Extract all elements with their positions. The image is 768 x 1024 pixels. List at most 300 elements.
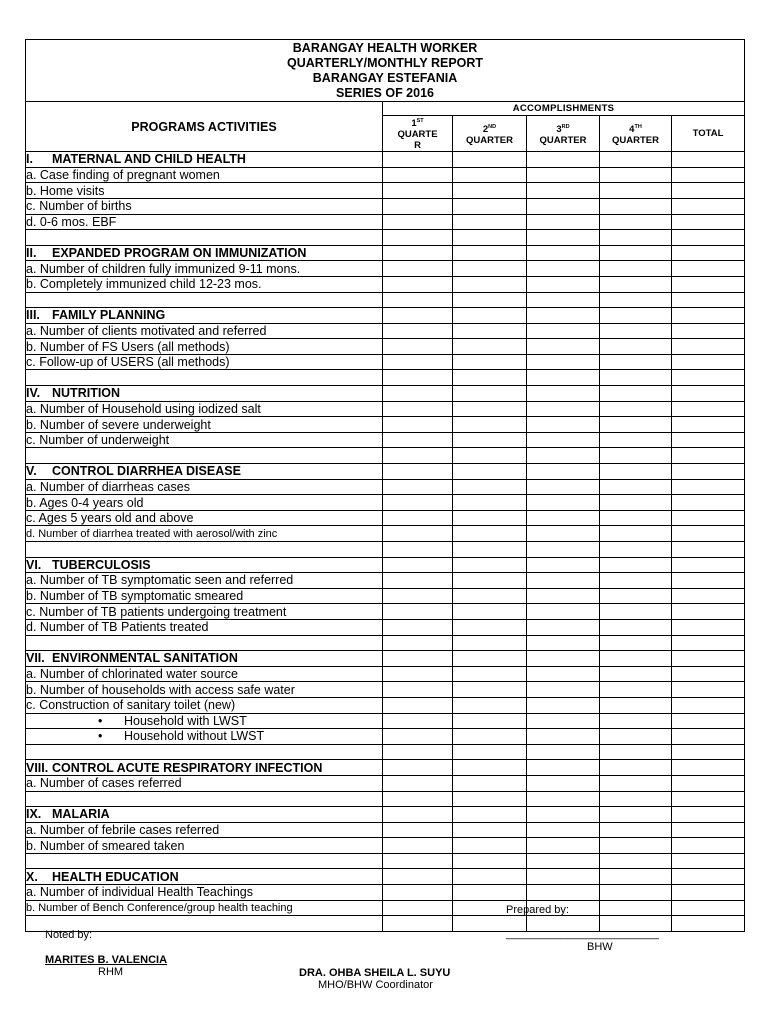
entry-cell[interactable] [672,370,745,386]
activity-label: a. Case finding of pregnant women [26,167,383,183]
entry-cell[interactable] [600,900,672,916]
entry-cell[interactable] [453,401,527,417]
entry-cell[interactable] [453,495,527,511]
entry-cell[interactable] [527,869,600,885]
entry-cell[interactable] [527,448,600,464]
entry-cell[interactable] [672,619,745,635]
activity-row [26,167,745,183]
entry-cell[interactable] [527,542,600,558]
entry-cell[interactable] [383,588,453,604]
entry-cell[interactable] [600,619,672,635]
entry-cell[interactable] [527,838,600,854]
entry-cell[interactable] [383,791,453,807]
entry-cell[interactable] [383,276,453,292]
activity-row [26,276,745,292]
entry-cell[interactable] [453,276,527,292]
entry-cell[interactable] [527,697,600,713]
entry-cell[interactable] [600,729,672,745]
entry-cell[interactable] [600,261,672,277]
entry-cell[interactable] [527,401,600,417]
entry-cell[interactable] [453,619,527,635]
entry-cell[interactable] [453,308,527,324]
bullet-row [26,729,745,745]
entry-cell[interactable] [527,557,600,573]
entry-cell[interactable] [383,853,453,869]
entry-cell[interactable] [600,323,672,339]
entry-cell[interactable] [600,869,672,885]
header-line-1: BARANGAY HEALTH WORKER [292,41,478,55]
entry-cell[interactable] [600,697,672,713]
entry-cell[interactable] [600,479,672,495]
entry-cell[interactable] [527,339,600,355]
entry-cell[interactable] [672,354,745,370]
entry-cell[interactable] [453,604,527,620]
entry-cell[interactable] [600,308,672,324]
entry-cell[interactable] [672,401,745,417]
entry-cell[interactable] [527,167,600,183]
coordinator-name: DRA. OHBA SHEILA L. SUYU [299,967,451,979]
prepared-by-label: Prepared by: [506,904,569,916]
entry-cell[interactable] [383,526,453,542]
entry-cell[interactable] [600,651,672,667]
entry-cell[interactable] [600,230,672,246]
entry-cell[interactable] [383,432,453,448]
entry-cell[interactable] [672,198,745,214]
entry-cell[interactable] [672,744,745,760]
section-row [26,557,745,573]
entry-cell[interactable] [453,682,527,698]
entry-cell[interactable] [527,354,600,370]
entry-cell[interactable] [672,666,745,682]
entry-cell[interactable] [383,916,453,932]
section-title: III. FAMILY PLANNING [26,308,383,324]
entry-cell[interactable] [672,479,745,495]
entry-cell[interactable] [527,822,600,838]
activity-row [26,323,745,339]
entry-cell[interactable] [383,464,453,480]
entry-cell[interactable] [600,744,672,760]
entry-cell[interactable] [383,292,453,308]
entry-cell[interactable] [453,323,527,339]
entry-cell[interactable] [383,713,453,729]
activity-label: c. Number of TB patients undergoing treatment [26,604,383,620]
entry-cell[interactable] [453,713,527,729]
entry-cell[interactable] [383,308,453,324]
coordinator-title: MHO/BHW Coordinator [318,979,433,991]
entry-cell[interactable] [453,386,527,402]
section-title: VII. ENVIRONMENTAL SANITATION [26,651,383,667]
entry-cell[interactable] [672,495,745,511]
entry-cell[interactable] [453,261,527,277]
activity-row [26,775,745,791]
entry-cell[interactable] [672,916,745,932]
entry-cell[interactable] [527,495,600,511]
entry-cell[interactable] [600,417,672,433]
entry-cell[interactable] [600,682,672,698]
section-row [26,308,745,324]
entry-cell[interactable] [383,401,453,417]
entry-cell[interactable] [453,651,527,667]
entry-cell[interactable] [600,526,672,542]
entry-cell[interactable] [600,775,672,791]
section-title: IV. NUTRITION [26,386,383,402]
entry-cell[interactable] [383,510,453,526]
entry-cell[interactable] [600,276,672,292]
entry-cell[interactable] [453,479,527,495]
entry-cell[interactable] [383,417,453,433]
entry-cell[interactable] [600,713,672,729]
entry-cell[interactable] [453,588,527,604]
entry-cell[interactable] [600,885,672,901]
entry-cell[interactable] [383,214,453,230]
entry-cell[interactable] [672,214,745,230]
entry-cell[interactable] [453,245,527,261]
entry-cell[interactable] [383,619,453,635]
entry-cell[interactable] [527,744,600,760]
entry-cell[interactable] [672,230,745,246]
entry-cell[interactable] [383,370,453,386]
entry-cell[interactable] [527,230,600,246]
entry-cell[interactable] [383,682,453,698]
entry-cell[interactable] [453,760,527,776]
activity-label: b. Number of FS Users (all methods) [26,339,383,355]
entry-cell[interactable] [527,775,600,791]
entry-cell[interactable] [672,838,745,854]
entry-cell[interactable] [600,542,672,558]
section-row [26,869,745,885]
entry-cell[interactable] [600,822,672,838]
entry-cell[interactable] [672,557,745,573]
entry-cell[interactable] [453,183,527,199]
entry-cell[interactable] [453,807,527,823]
entry-cell[interactable] [453,869,527,885]
entry-cell[interactable] [600,245,672,261]
entry-cell[interactable] [527,853,600,869]
entry-cell[interactable] [453,448,527,464]
blank-cell [26,791,383,807]
entry-cell[interactable] [672,869,745,885]
entry-cell[interactable] [453,775,527,791]
activity-label: a. Number of febrile cases referred [26,822,383,838]
entry-cell[interactable] [453,666,527,682]
bhw-label: BHW [587,941,613,953]
entry-cell[interactable] [453,510,527,526]
entry-cell[interactable] [383,744,453,760]
entry-cell[interactable] [383,885,453,901]
entry-cell[interactable] [383,573,453,589]
entry-cell[interactable] [527,214,600,230]
entry-cell[interactable] [453,292,527,308]
entry-cell[interactable] [672,417,745,433]
entry-cell[interactable] [527,729,600,745]
entry-cell[interactable] [672,885,745,901]
blank-cell [26,230,383,246]
entry-cell[interactable] [527,588,600,604]
entry-cell[interactable] [453,729,527,745]
entry-cell[interactable] [453,822,527,838]
entry-cell[interactable] [383,822,453,838]
entry-cell[interactable] [383,183,453,199]
entry-cell[interactable] [672,588,745,604]
entry-cell[interactable] [672,760,745,776]
blank-cell [26,744,383,760]
activity-row [26,573,745,589]
entry-cell[interactable] [527,573,600,589]
section-row [26,464,745,480]
entry-cell[interactable] [527,666,600,682]
entry-cell[interactable] [453,573,527,589]
entry-cell[interactable] [672,682,745,698]
activity-row [26,495,745,511]
rhm-title: RHM [98,966,124,978]
activity-row [26,588,745,604]
entry-cell[interactable] [527,760,600,776]
blank-row [26,230,745,246]
entry-cell[interactable] [600,791,672,807]
entry-cell[interactable] [527,152,600,168]
entry-cell[interactable] [527,635,600,651]
entry-cell[interactable] [383,152,453,168]
entry-cell[interactable] [672,542,745,558]
entry-cell[interactable] [600,448,672,464]
entry-cell[interactable] [383,198,453,214]
entry-cell[interactable] [383,838,453,854]
entry-cell[interactable] [527,464,600,480]
entry-cell[interactable] [453,167,527,183]
entry-cell[interactable] [600,588,672,604]
entry-cell[interactable] [527,245,600,261]
entry-cell[interactable] [383,760,453,776]
entry-cell[interactable] [600,838,672,854]
entry-cell[interactable] [672,245,745,261]
entry-cell[interactable] [600,760,672,776]
entry-cell[interactable] [600,666,672,682]
entry-cell[interactable] [600,604,672,620]
entry-cell[interactable] [527,807,600,823]
entry-cell[interactable] [600,167,672,183]
entry-cell[interactable] [453,152,527,168]
entry-cell[interactable] [672,448,745,464]
accomplishments-header: ACCOMPLISHMENTS [383,102,745,116]
entry-cell[interactable] [383,245,453,261]
entry-cell[interactable] [527,885,600,901]
entry-cell[interactable] [383,604,453,620]
entry-cell[interactable] [600,198,672,214]
section-row [26,760,745,776]
entry-cell[interactable] [453,885,527,901]
entry-cell[interactable] [600,807,672,823]
entry-cell[interactable] [383,386,453,402]
entry-cell[interactable] [383,557,453,573]
entry-cell[interactable] [600,401,672,417]
activity-row [26,479,745,495]
entry-cell[interactable] [453,635,527,651]
blank-cell [26,853,383,869]
entry-cell[interactable] [383,495,453,511]
entry-cell[interactable] [527,791,600,807]
entry-cell[interactable] [453,853,527,869]
entry-cell[interactable] [672,386,745,402]
report-header [26,40,745,102]
activity-row [26,198,745,214]
entry-cell[interactable] [527,198,600,214]
entry-cell[interactable] [672,432,745,448]
activity-row [26,682,745,698]
entry-cell[interactable] [527,619,600,635]
entry-cell[interactable] [453,557,527,573]
q3-header: 3RD QUARTER [527,116,600,152]
entry-cell[interactable] [672,853,745,869]
entry-cell[interactable] [672,464,745,480]
activity-row [26,619,745,635]
entry-cell[interactable] [383,635,453,651]
entry-cell[interactable] [453,464,527,480]
entry-cell[interactable] [527,292,600,308]
entry-cell[interactable] [383,261,453,277]
entry-cell[interactable] [383,900,453,916]
entry-cell[interactable] [453,542,527,558]
entry-cell[interactable] [672,510,745,526]
activity-label: d. 0-6 mos. EBF [26,214,383,230]
entry-cell[interactable] [672,308,745,324]
entry-cell[interactable] [600,183,672,199]
entry-cell[interactable] [600,635,672,651]
entry-cell[interactable] [600,464,672,480]
entry-cell[interactable] [453,744,527,760]
entry-cell[interactable] [672,775,745,791]
section-title: VIII. CONTROL ACUTE RESPIRATORY INFECTION [26,760,383,776]
bullet-icon: • [98,713,103,728]
entry-cell[interactable] [383,729,453,745]
entry-cell[interactable] [600,386,672,402]
entry-cell[interactable] [383,167,453,183]
entry-cell[interactable] [383,666,453,682]
entry-cell[interactable] [383,775,453,791]
entry-cell[interactable] [672,339,745,355]
entry-cell[interactable] [527,183,600,199]
entry-cell[interactable] [527,510,600,526]
entry-cell[interactable] [383,542,453,558]
entry-cell[interactable] [527,323,600,339]
activity-row [26,261,745,277]
entry-cell[interactable] [453,198,527,214]
entry-cell[interactable] [600,853,672,869]
activity-label: c. Number of underweight [26,432,383,448]
entry-cell[interactable] [672,573,745,589]
activity-row [26,401,745,417]
entry-cell[interactable] [672,604,745,620]
entry-cell[interactable] [383,230,453,246]
entry-cell[interactable] [600,495,672,511]
entry-cell[interactable] [527,479,600,495]
entry-cell[interactable] [527,370,600,386]
entry-cell[interactable] [453,370,527,386]
entry-cell[interactable] [527,604,600,620]
signature-line: _________________________ [506,928,659,940]
entry-cell[interactable] [600,214,672,230]
entry-cell[interactable] [383,448,453,464]
entry-cell[interactable] [527,417,600,433]
entry-cell[interactable] [672,183,745,199]
activity-row [26,697,745,713]
header-line-3: BARANGAY ESTEFANIA [312,71,458,85]
entry-cell[interactable] [672,807,745,823]
entry-cell[interactable] [672,276,745,292]
entry-cell[interactable] [453,791,527,807]
entry-cell[interactable] [383,807,453,823]
entry-cell[interactable] [672,292,745,308]
entry-cell[interactable] [527,651,600,667]
entry-cell[interactable] [383,323,453,339]
entry-cell[interactable] [383,869,453,885]
entry-cell[interactable] [527,386,600,402]
entry-cell[interactable] [672,167,745,183]
entry-cell[interactable] [600,339,672,355]
entry-cell[interactable] [672,697,745,713]
entry-cell[interactable] [672,822,745,838]
activity-label: b. Number of households with access safe water [26,682,383,698]
entry-cell[interactable] [600,557,672,573]
activity-label: a. Number of TB symptomatic seen and referred [26,573,383,589]
entry-cell[interactable] [672,323,745,339]
section-title: II. EXPANDED PROGRAM ON IMMUNIZATION [26,245,383,261]
activity-row [26,838,745,854]
entry-cell[interactable] [453,230,527,246]
entry-cell[interactable] [453,432,527,448]
entry-cell[interactable] [383,354,453,370]
activity-row [26,604,745,620]
entry-cell[interactable] [600,354,672,370]
entry-cell[interactable] [527,526,600,542]
activity-row [26,885,745,901]
entry-cell[interactable] [600,432,672,448]
activity-row [26,354,745,370]
entry-cell[interactable] [600,292,672,308]
entry-cell[interactable] [453,339,527,355]
entry-cell[interactable] [453,214,527,230]
entry-cell[interactable] [600,152,672,168]
entry-cell[interactable] [383,339,453,355]
entry-cell[interactable] [453,697,527,713]
entry-cell[interactable] [672,261,745,277]
entry-cell[interactable] [600,510,672,526]
entry-cell[interactable] [527,261,600,277]
entry-cell[interactable] [600,370,672,386]
entry-cell[interactable] [527,308,600,324]
entry-cell[interactable] [527,682,600,698]
entry-cell[interactable] [672,729,745,745]
entry-cell[interactable] [453,838,527,854]
activity-row [26,183,745,199]
entry-cell[interactable] [383,697,453,713]
entry-cell[interactable] [453,354,527,370]
entry-cell[interactable] [672,635,745,651]
entry-cell[interactable] [527,276,600,292]
entry-cell[interactable] [600,573,672,589]
entry-cell[interactable] [527,432,600,448]
entry-cell[interactable] [672,900,745,916]
entry-cell[interactable] [672,651,745,667]
entry-cell[interactable] [383,651,453,667]
entry-cell[interactable] [672,152,745,168]
entry-cell[interactable] [383,479,453,495]
entry-cell[interactable] [672,713,745,729]
entry-cell[interactable] [453,526,527,542]
entry-cell[interactable] [672,526,745,542]
entry-cell[interactable] [527,713,600,729]
entry-cell[interactable] [672,791,745,807]
entry-cell[interactable] [453,417,527,433]
